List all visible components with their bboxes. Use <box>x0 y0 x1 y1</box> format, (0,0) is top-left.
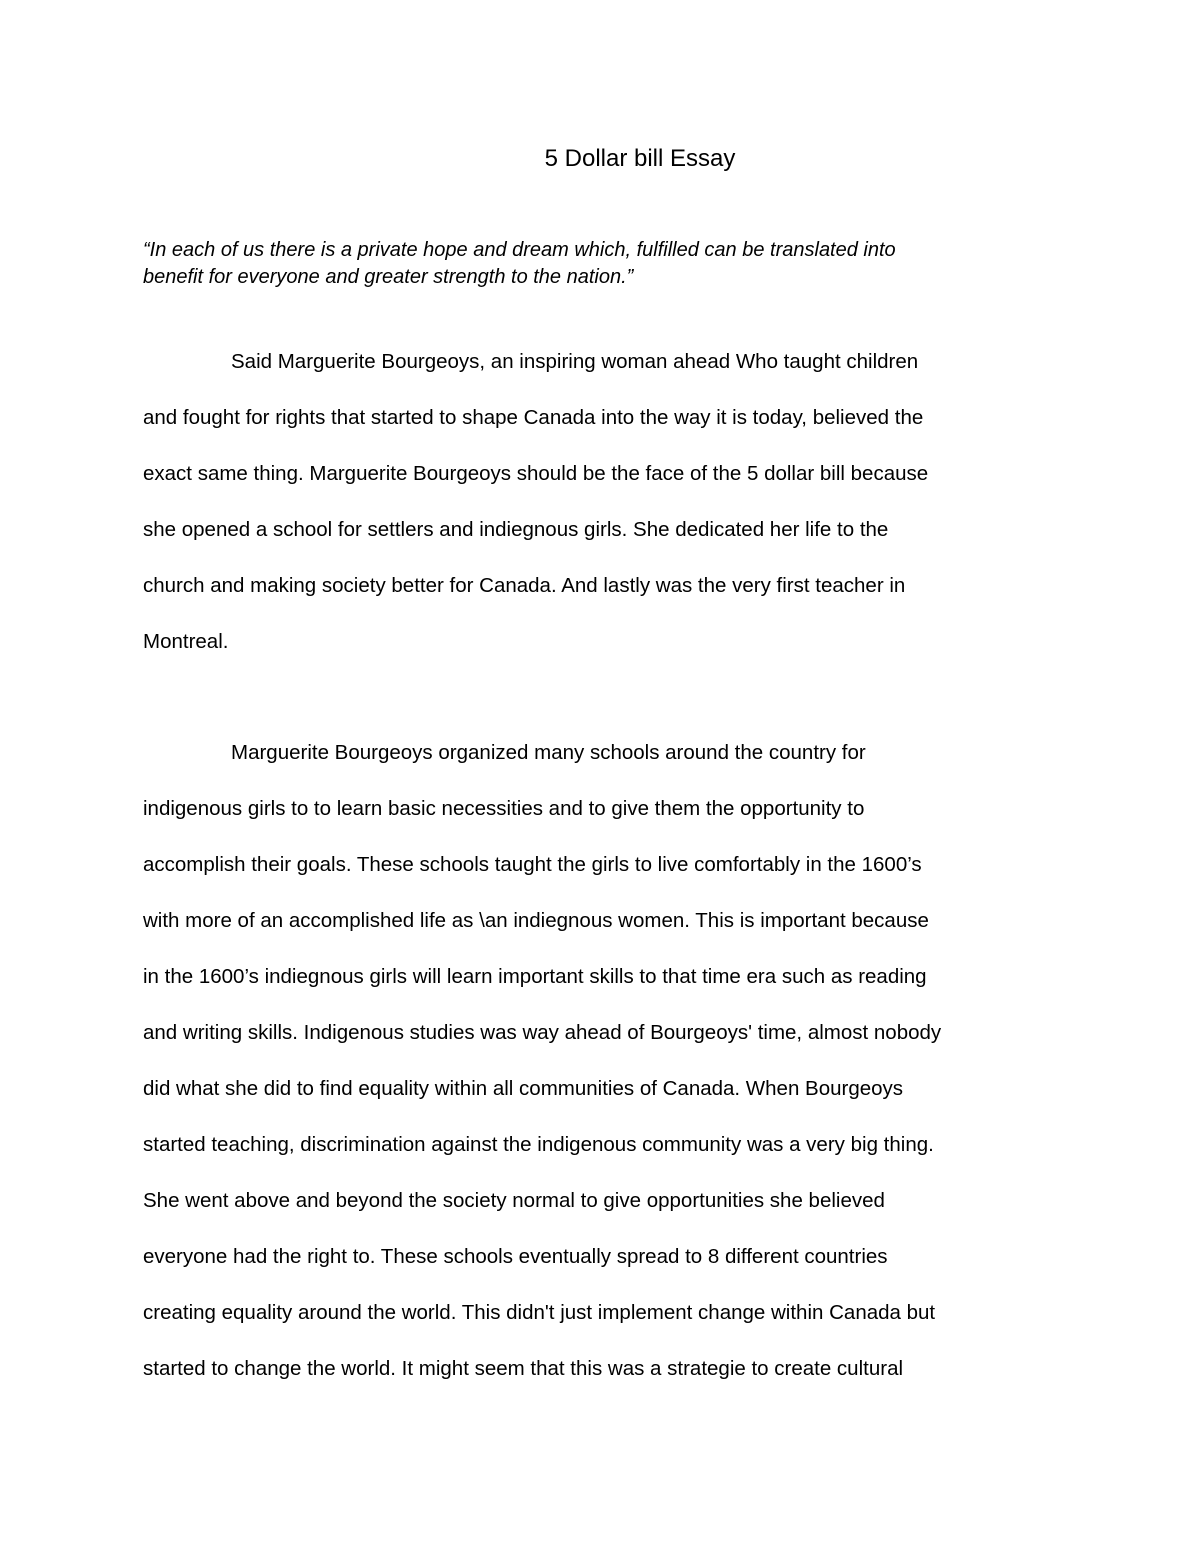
paragraph-line: Montreal. <box>143 630 229 653</box>
paragraph-line: Marguerite Bourgeoys organized many schools around the country for <box>231 741 866 764</box>
paragraph-line: accomplish their goals. These schools taught the girls to live comfortably in the 1600’s <box>143 853 922 876</box>
paragraph-line: indigenous girls to to learn basic necessities and to give them the opportunity to <box>143 797 865 820</box>
paragraph-line: started teaching, discrimination against the indigenous community was a very big thing. <box>143 1133 934 1156</box>
page-title: 5 Dollar bill Essay <box>544 145 736 172</box>
paragraph-line: creating equality around the world. This didn't just implement change within Canada but <box>143 1301 936 1324</box>
paragraph-line: everyone had the right to. These schools eventually spread to 8 different countries <box>143 1245 888 1268</box>
paragraph-line: did what she did to find equality within all communities of Canada. When Bourgeoys <box>143 1077 904 1100</box>
opening-quote <box>143 237 1083 291</box>
body-paragraph <box>143 739 941 1411</box>
body-paragraph <box>143 348 928 684</box>
paragraph-line: with more of an accomplished life as \an indiegnous women. This is important because <box>143 909 929 932</box>
quote-line: “In each of us there is a private hope and dream which, fulfilled can be translated into <box>143 239 896 261</box>
paragraph-line: and writing skills. Indigenous studies was way ahead of Bourgeoys' time, almost nobody <box>143 1021 942 1044</box>
paragraph-line: in the 1600’s indiegnous girls will learn important skills to that time era such as reading <box>143 965 927 988</box>
paragraph-line: church and making society better for Canada. And lastly was the very first teacher in <box>143 574 906 597</box>
paragraph-line: Said Marguerite Bourgeoys, an inspiring woman ahead Who taught children <box>231 350 919 373</box>
quote-line: benefit for everyone and greater strength to the nation.” <box>143 266 634 288</box>
paragraph-line: she opened a school for settlers and indiegnous girls. She dedicated her life to the <box>143 518 889 541</box>
paragraph-line: exact same thing. Marguerite Bourgeoys should be the face of the 5 dollar bill because <box>143 462 929 485</box>
paragraph-line: and fought for rights that started to shape Canada into the way it is today, believed the <box>143 406 924 429</box>
paragraph-line: She went above and beyond the society normal to give opportunities she believed <box>143 1189 885 1212</box>
paragraph-line: started to change the world. It might seem that this was a strategie to create cultural <box>143 1357 904 1380</box>
